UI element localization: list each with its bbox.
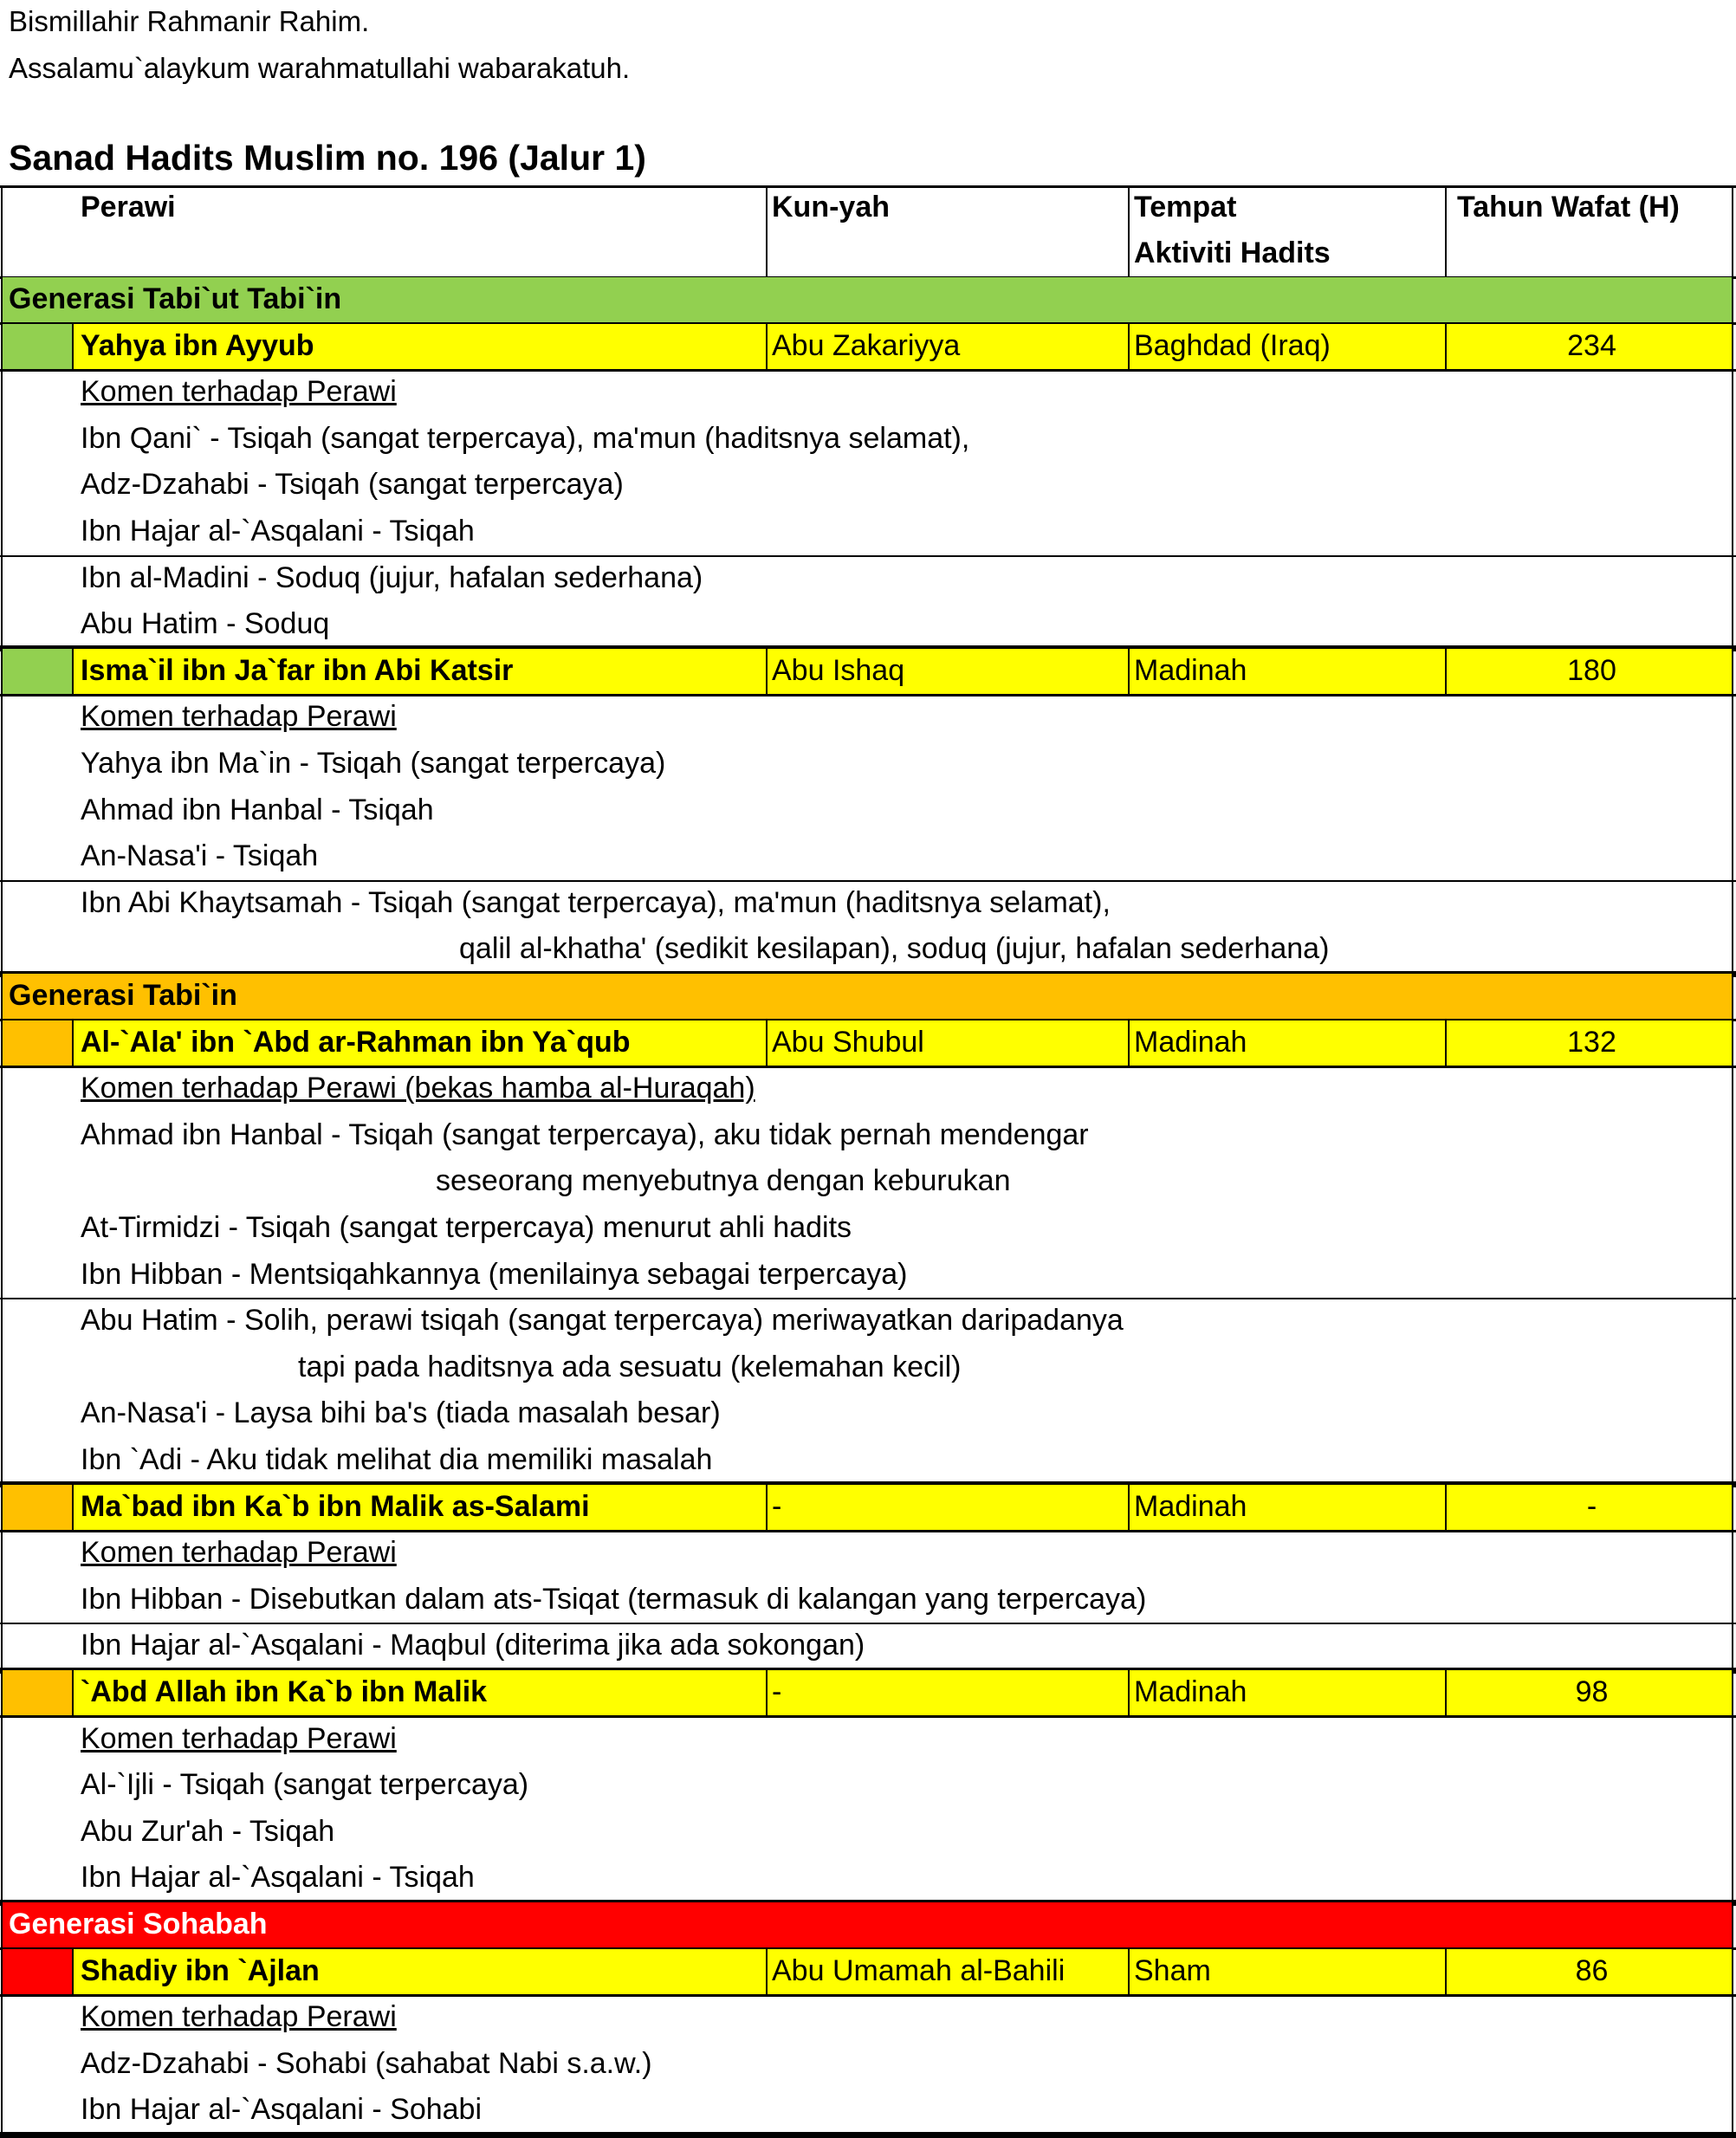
table-row-divider (0, 1715, 1736, 1718)
comment-line: Ibn Hajar al-`Asqalani - Maqbul (diterima jika ada sokongan) (81, 1629, 865, 1662)
generation-label: Generasi Sohabah (9, 1908, 268, 1940)
comment-line: seseorang menyebutnya dengan keburukan (436, 1164, 1011, 1198)
table-column-divider (1445, 649, 1447, 696)
generation-color-swatch (2, 1670, 74, 1717)
table-column-divider (72, 1670, 74, 1717)
table-row-divider (0, 1298, 1736, 1299)
header-perawi: Perawi (81, 191, 176, 224)
narrator-death-year: 234 (1567, 328, 1616, 362)
narrator-name: Ma`bad ibn Ka`b ibn Malik as-Salami (81, 1489, 590, 1523)
comment-line: An-Nasa'i - Laysa bihi ba's (tiada masalah besar) (81, 1396, 721, 1430)
generation-band (2, 974, 1733, 1020)
comment-line: Ibn `Adi - Aku tidak melihat dia memiliki masalah (81, 1443, 713, 1476)
comment-line: Ibn Hibban - Disebutkan dalam ats-Tsiqat (termasuk di kalangan yang terpercaya) (81, 1582, 1147, 1616)
table-row-divider (0, 185, 1736, 188)
comment-header: Komen terhadap Perawi (81, 1721, 397, 1755)
header-kunyah: Kun-yah (772, 191, 890, 224)
comment-line: Ahmad ibn Hanbal - Tsiqah (sangat terpercaya), aku tidak pernah mendengar (81, 1118, 1089, 1151)
table-row-divider (0, 1623, 1736, 1624)
table-column-divider (72, 1949, 74, 1996)
table-row-divider (0, 694, 1736, 696)
comment-line: tapi pada haditsnya ada sesuatu (kelemahan kecil) (298, 1350, 962, 1383)
intro-line-2: Assalamu`alaykum warahmatullahi wabarakatuh. (9, 52, 631, 84)
comment-line: Al-`Ijli - Tsiqah (sangat terpercaya) (81, 1768, 529, 1802)
header-tahun-wafat: Tahun Wafat (H) (1457, 191, 1680, 224)
table-column-divider (1128, 1020, 1130, 1067)
comment-line: Ibn Abi Khaytsamah - Tsiqah (sangat terpercaya), ma'mun (haditsnya selamat), (81, 885, 1111, 919)
narrator-name: Isma`il ibn Ja`far ibn Abi Katsir (81, 653, 514, 687)
comment-line: Ahmad ibn Hanbal - Tsiqah (81, 793, 434, 826)
table-column-divider (1445, 1949, 1447, 1996)
table-column-divider (1732, 185, 1733, 2135)
comment-line: Yahya ibn Ma`in - Tsiqah (sangat terpercaya) (81, 747, 666, 780)
comment-line: Ibn Qani` - Tsiqah (sangat terpercaya), ma'mun (haditsnya selamat), (81, 421, 970, 455)
comment-line: At-Tirmidzi - Tsiqah (sangat terpercaya) menurut ahli hadits (81, 1211, 852, 1244)
table-row-divider (0, 1066, 1736, 1068)
generation-color-swatch (2, 649, 74, 696)
table-column-divider (1128, 1670, 1130, 1717)
comment-line: Ibn al-Madini - Soduq (jujur, hafalan sederhana) (81, 560, 703, 594)
table-column-divider (766, 649, 768, 696)
generation-label: Generasi Tabi`ut Tabi`in (9, 282, 342, 315)
narrator-kunyah: - (772, 1489, 782, 1523)
table-row-divider (0, 1994, 1736, 1997)
intro-line-1: Bismillahir Rahmanir Rahim. (9, 5, 370, 37)
table-column-divider (766, 185, 768, 277)
narrator-kunyah: Abu Ishaq (772, 653, 905, 687)
comment-header: Komen terhadap Perawi (81, 375, 397, 409)
narrator-death-year: - (1586, 1489, 1597, 1523)
narrator-place: Madinah (1134, 1025, 1247, 1059)
narrator-kunyah: Abu Umamah al-Bahili (772, 1953, 1066, 1987)
table-row-divider (0, 2132, 1736, 2138)
narrator-death-year: 180 (1567, 653, 1616, 687)
narrator-kunyah: Abu Zakariyya (772, 328, 961, 362)
comment-line: Adz-Dzahabi - Tsiqah (sangat terpercaya) (81, 468, 624, 502)
table-column-divider (1128, 1485, 1130, 1532)
page-title: Sanad Hadits Muslim no. 196 (Jalur 1) (9, 138, 646, 178)
narrator-place: Madinah (1134, 1489, 1247, 1523)
table-column-divider (72, 649, 74, 696)
generation-color-swatch (2, 1020, 74, 1067)
table-column-divider (766, 324, 768, 371)
comment-line: qalil al-khatha' (sedikit kesilapan), soduq (jujur, hafalan sederhana) (459, 932, 1330, 966)
table-row-divider (0, 1530, 1736, 1532)
table-column-divider (72, 1485, 74, 1532)
narrator-place: Baghdad (Iraq) (1134, 328, 1331, 362)
table-column-divider (1128, 649, 1130, 696)
narrator-name: Al-`Ala' ibn `Abd ar-Rahman ibn Ya`qub (81, 1025, 631, 1059)
narrator-name: Shadiy ibn `Ajlan (81, 1953, 320, 1987)
comment-header: Komen terhadap Perawi (81, 1536, 397, 1570)
generation-color-swatch (2, 1949, 74, 1996)
comment-line: Ibn Hajar al-`Asqalani - Tsiqah (81, 515, 475, 547)
table-row-divider (0, 555, 1736, 557)
table-column-divider (1128, 324, 1130, 371)
table-row-divider (0, 880, 1736, 882)
table-column-divider (766, 1485, 768, 1532)
narrator-place: Madinah (1134, 1675, 1247, 1708)
comment-line: Abu Hatim - Solih, perawi tsiqah (sangat terpercaya) meriwayatkan daripadanya (81, 1304, 1124, 1338)
narrator-death-year: 132 (1567, 1025, 1616, 1059)
sanad-table (0, 185, 1736, 2131)
table-column-divider (1128, 1949, 1130, 1996)
narrator-kunyah: - (772, 1675, 782, 1708)
comment-line: An-Nasa'i - Tsiqah (81, 839, 319, 873)
table-column-divider (72, 324, 74, 371)
comment-line: Abu Zur'ah - Tsiqah (81, 1814, 335, 1848)
narrator-kunyah: Abu Shubul (772, 1025, 924, 1059)
comment-line: Ibn Hibban - Mentsiqahkannya (menilainya sebagai terpercaya) (81, 1257, 908, 1291)
comment-line: Ibn Hajar al-`Asqalani - Sohabi (81, 2093, 483, 2127)
comment-line: Ibn Hajar al-`Asqalani - Tsiqah (81, 1861, 475, 1895)
table-column-divider (1445, 185, 1447, 277)
table-column-divider (1, 185, 3, 2135)
header-tempat-line-1: Tempat (1134, 191, 1237, 224)
table-column-divider (1445, 1670, 1447, 1717)
table-column-divider (766, 1670, 768, 1717)
generation-color-swatch (2, 324, 74, 371)
narrator-death-year: 86 (1575, 1953, 1609, 1987)
table-column-divider (1445, 1485, 1447, 1532)
table-column-divider (1445, 324, 1447, 371)
table-row-divider (0, 369, 1736, 372)
generation-label: Generasi Tabi`in (9, 979, 237, 1012)
comment-header: Komen terhadap Perawi (bekas hamba al-Huraqah) (81, 1072, 755, 1105)
comment-header: Komen terhadap Perawi (81, 2000, 397, 2034)
table-column-divider (72, 1020, 74, 1067)
table-column-divider (766, 1949, 768, 1996)
comment-header: Komen terhadap Perawi (81, 700, 397, 734)
narrator-name: Yahya ibn Ayyub (81, 328, 314, 362)
table-column-divider (1445, 1020, 1447, 1067)
narrator-death-year: 98 (1575, 1675, 1609, 1708)
table-column-divider (766, 1020, 768, 1067)
table-column-divider (1128, 185, 1130, 277)
generation-color-swatch (2, 1485, 74, 1532)
comment-line: Abu Hatim - Soduq (81, 607, 330, 641)
narrator-place: Sham (1134, 1953, 1211, 1987)
comment-line: Adz-Dzahabi - Sohabi (sahabat Nabi s.a.w.) (81, 2046, 652, 2080)
narrator-name: `Abd Allah ibn Ka`b ibn Malik (81, 1675, 488, 1708)
header-tempat-line-2: Aktiviti Hadits (1134, 236, 1331, 269)
narrator-place: Madinah (1134, 653, 1247, 687)
